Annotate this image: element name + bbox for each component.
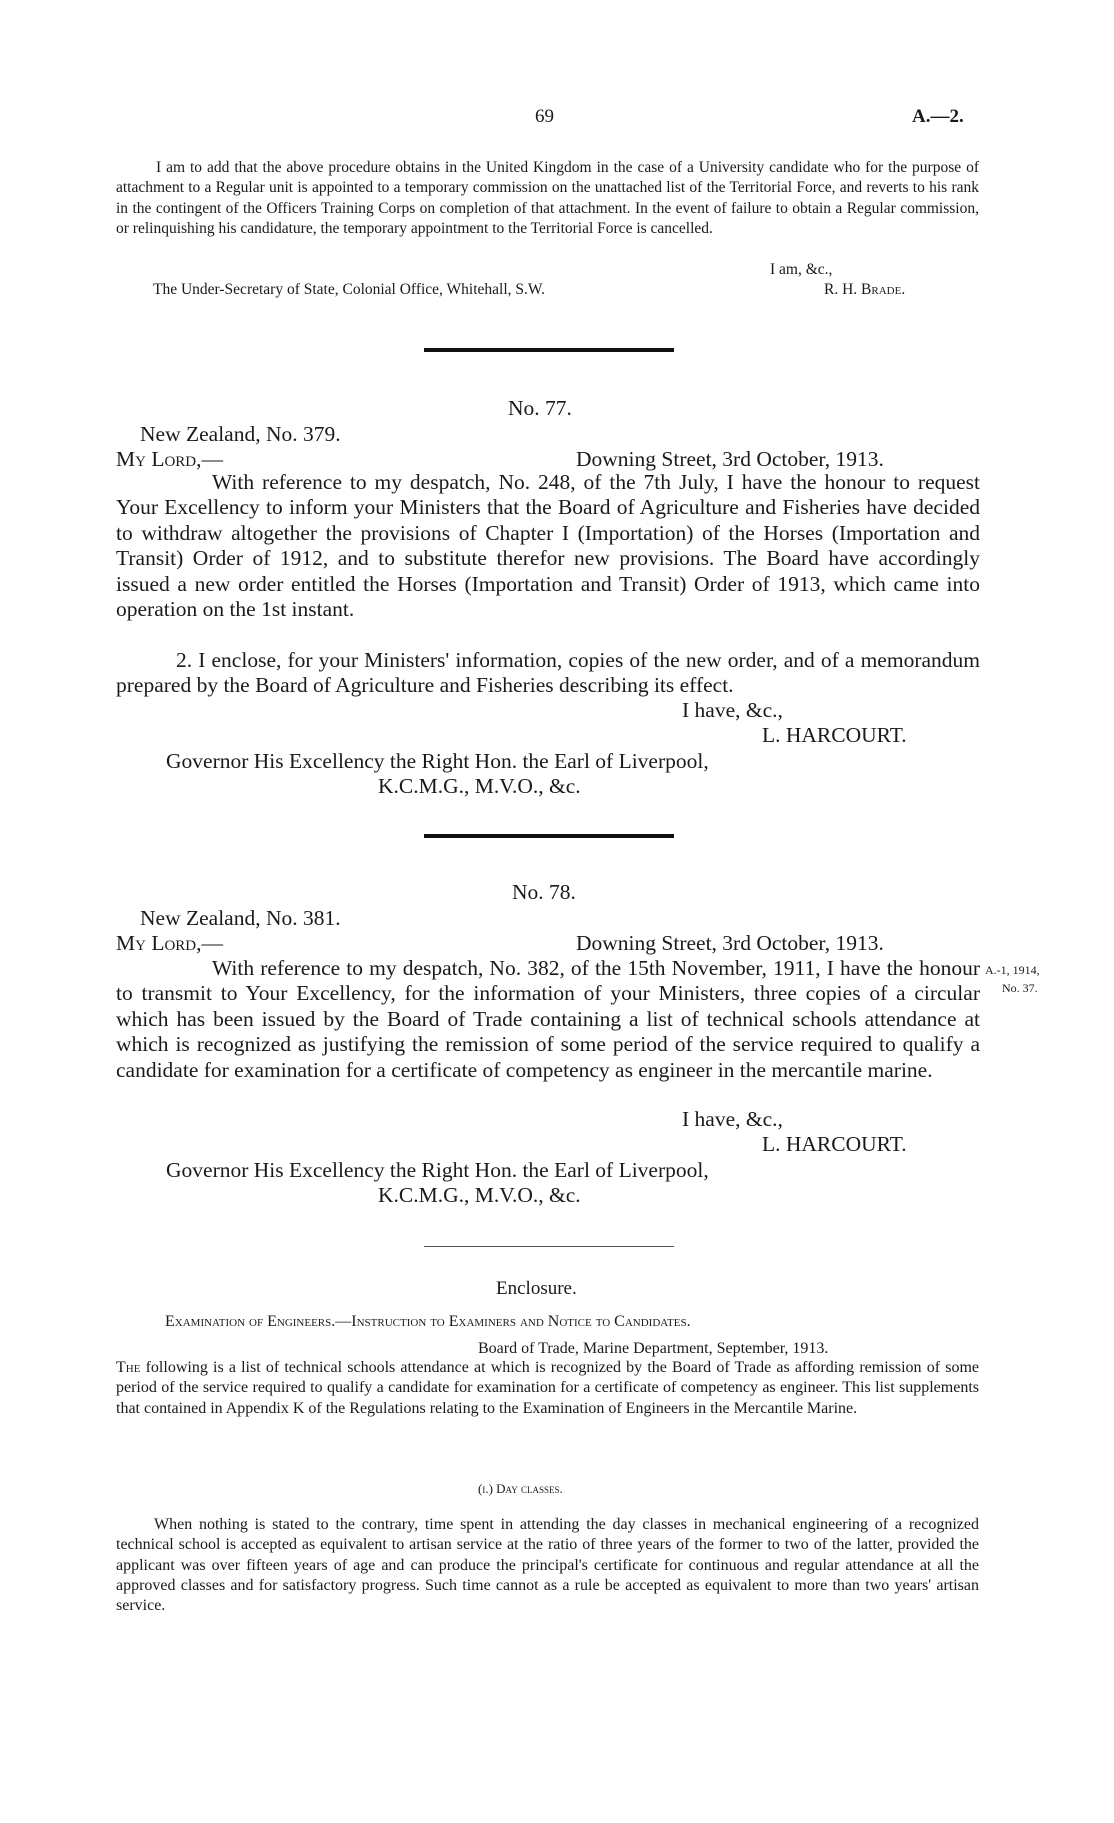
letter-78-ref: New Zealand, No. 381. bbox=[140, 906, 341, 930]
enclosure-title: Enclosure. bbox=[496, 1278, 577, 1299]
top-letter-closing: I am, &c., bbox=[770, 261, 833, 278]
section-divider bbox=[424, 1246, 674, 1247]
top-letter-addressee: The Under-Secretary of State, Colonial Office, Whitehall, S.W. bbox=[153, 281, 545, 298]
section-heading: (i.) Day classes. bbox=[478, 1481, 563, 1496]
letter-77-paragraph-1: With reference to my despatch, No. 248, of the 7th July, I have the honour to request Your Excellency to inform your Ministers that the Board of Agriculture and Fisheries have decided to withdraw altogether the provisions of Chapter I (Importation) of the Horses (Importation and Transit) Order of 1912, and to substitute therefor new provisions. The Board have accordingly issued a new order entitled the Horses (Importation and Transit) Order of 1913, which came into operation on the 1st instant. bbox=[116, 470, 980, 622]
letter-77-salutation: My Lord,— bbox=[116, 447, 224, 471]
letter-77-signature: L. HARCOURT. bbox=[762, 723, 907, 747]
page-number: 69 bbox=[535, 106, 554, 127]
letter-78-signature: L. HARCOURT. bbox=[762, 1132, 907, 1156]
letter-78-closing: I have, &c., bbox=[682, 1107, 783, 1131]
letter-77-addressee-honours: K.C.M.G., M.V.O., &c. bbox=[378, 774, 581, 798]
enclosure-subtitle: Examination of Engineers.—Instruction to Examiners and Notice to Candidates. bbox=[165, 1313, 691, 1330]
letter-78-place-date: Downing Street, 3rd October, 1913. bbox=[576, 931, 884, 955]
section-paragraph: When nothing is stated to the contrary, time spent in attending the day classes in mechanical engineering of a recognized technical school is accepted as equivalent to artisan service at the ratio of three years of the former to two of the latter, provided the applicant was over fifteen years of age and can produce the principal's certificate for continuous and regular attendance at all the approved classes and for satisfactory progress. Such time cannot as a rule be accepted as equivalent to more than two years' artisan service. bbox=[116, 1516, 979, 1615]
letter-77-ref: New Zealand, No. 379. bbox=[140, 422, 341, 446]
letter-77-number: No. 77. bbox=[508, 396, 572, 420]
document-ref: A.—2. bbox=[912, 106, 964, 127]
top-letter-signature: R. H. Brade. bbox=[824, 281, 906, 298]
letter-77-addressee: Governor His Excellency the Right Hon. the Earl of Liverpool, bbox=[166, 749, 709, 773]
enclosure-dateline: Board of Trade, Marine Department, September, 1913. bbox=[478, 1340, 829, 1357]
letter-78-addressee-honours: K.C.M.G., M.V.O., &c. bbox=[378, 1183, 581, 1207]
margin-note: A.-1, 1914, bbox=[985, 963, 1040, 977]
letter-78-number: No. 78. bbox=[512, 880, 576, 904]
enclosure-intro bbox=[116, 1358, 979, 1419]
intro-lead-word: The bbox=[116, 1359, 141, 1376]
letter-78-salutation: My Lord,— bbox=[116, 931, 224, 955]
letter-77-place-date: Downing Street, 3rd October, 1913. bbox=[576, 447, 884, 471]
top-letter-paragraph: I am to add that the above procedure obtains in the United Kingdom in the case of a University candidate who for the purpose of attachment to a Regular unit is appointed to a temporary commission on the unattached list of the Territorial Force, and reverts to his rank in the contingent of the Officers Training Corps on completion of that attachment. In the event of failure to obtain a Regular commission, or relinquishing his candidature, the temporary appointment to the Territorial Force is cancelled. bbox=[116, 159, 979, 237]
letter-78-addressee: Governor His Excellency the Right Hon. the Earl of Liverpool, bbox=[166, 1158, 709, 1182]
section-divider bbox=[424, 834, 674, 838]
margin-note-number: No. 37. bbox=[1002, 981, 1038, 995]
section-divider bbox=[424, 348, 674, 352]
letter-78-paragraph-1: With reference to my despatch, No. 382, of the 15th November, 1911, I have the honour to transmit to Your Excellency, for the information of your Ministers, three copies of a circular which has been issued by the Board of Trade containing a list of technical schools attendance at which is recognized as justifying the remission of some period of the service required to qualify a candidate for examination for a certificate of competency as engineer in the mercantile marine. bbox=[116, 956, 980, 1082]
intro-text: following is a list of technical schools attendance at which is recognized by the Board of Trade as affording remission of some period of the service required to qualify a candidate for examination for a certificate of competency as engineer. This list supplements that contained in Appendix K of the Regulations relating to the Examination of Engineers in the Mercantile Marine. bbox=[116, 1359, 979, 1417]
letter-77-paragraph-2: 2. I enclose, for your Ministers' information, copies of the new order, and of a memorandum prepared by the Board of Agriculture and Fisheries describing its effect. bbox=[116, 648, 980, 698]
letter-77-closing: I have, &c., bbox=[682, 698, 783, 722]
